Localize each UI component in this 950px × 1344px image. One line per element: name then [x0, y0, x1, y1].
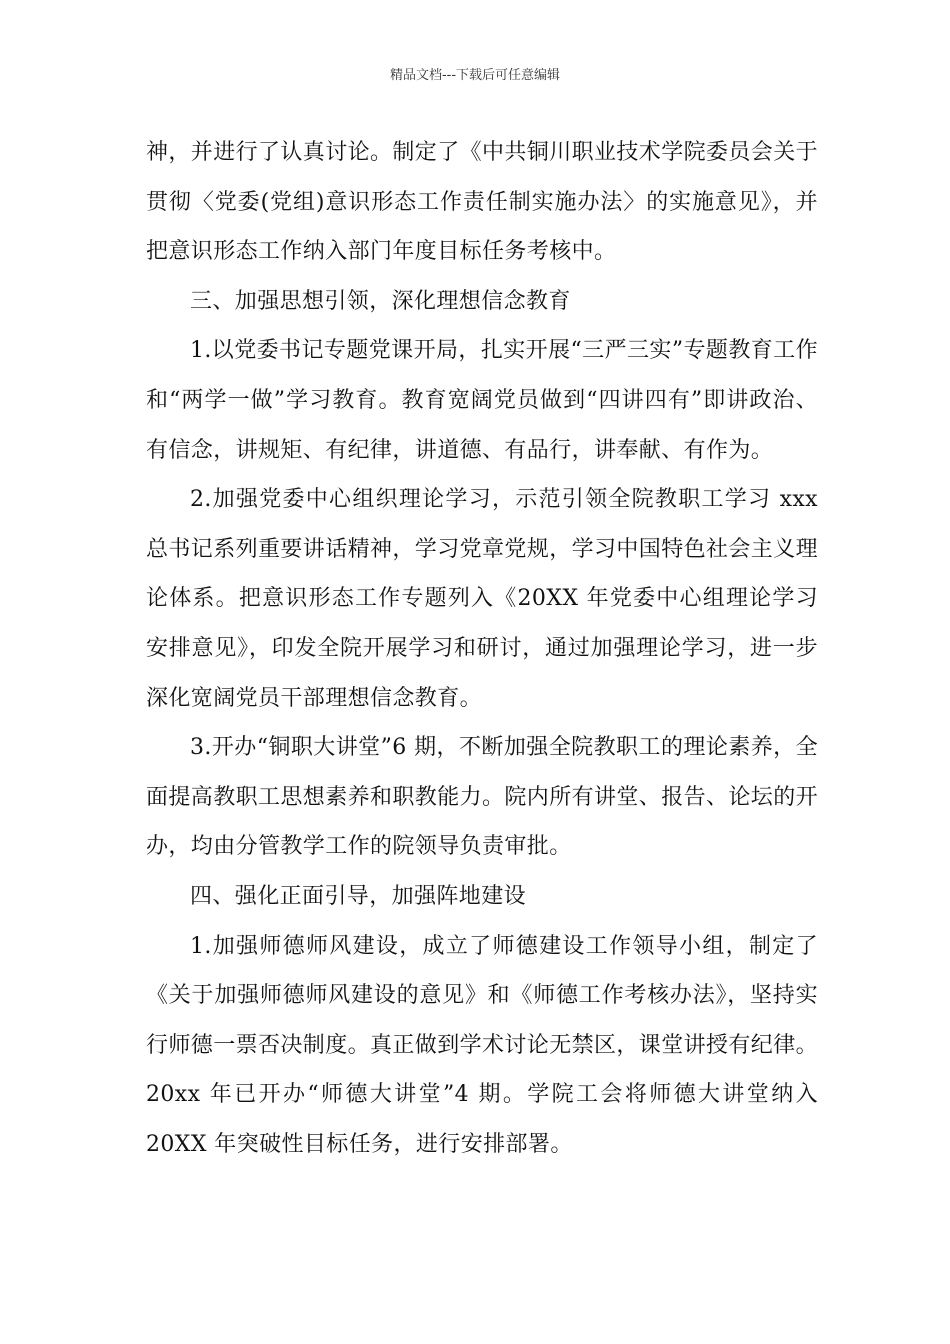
- page-header: 精品文档---下载后可任意编辑: [389, 68, 561, 83]
- section-heading-4: 四、强化正面引导，加强阵地建设: [190, 883, 527, 909]
- paragraph-item-2: 2.加强党委中心组织理论学习，示范引领全院教职工学习 xxx 总书记系列重要讲话精神，学习党章党规，学习中国特色社会主义理论体系。把意识形态工作专题列入《20XX 年党委中心组理论学习安排意见》，印发全院开展学习和研讨，通过加强理论学习，进一步深化宽阔党员干部理想信念教育。: [146, 487, 819, 711]
- paragraph-item-4-1: 1.加强师德师风建设，成立了师德建设工作领导小组，制定了《关于加强师德师风建设的意见》和《师德工作考核办法》，坚持实行师德一票否决制度。真正做到学术讨论无禁区，课堂讲授有纪律。20xx 年已开办“师德大讲堂”4 期。学院工会将师德大讲堂纳入 20XX 年突破性目标任务，进行安排部署。: [146, 933, 819, 1157]
- document-body: [146, 128, 818, 1169]
- paragraph-item-3: 3.开办“铜职大讲堂”6 期，不断加强全院教职工的理论素养，全面提高教职工思想素养和职教能力。院内所有讲堂、报告、论坛的开办，均由分管教学工作的院领导负责审批。: [146, 735, 819, 860]
- section-heading-3: 三、加强思想引领，深化理想信念教育: [190, 288, 571, 314]
- paragraph-item-1: 1.以党委书记专题党课开局，扎实开展“三严三实”专题教育工作和“两学一做”学习教育。教育宽阔党员做到“四讲四有”即讲政治、有信念，讲规矩、有纪律，讲道德、有品行，讲奉献、有作为。: [146, 338, 818, 463]
- paragraph-continuation: 神，并进行了认真讨论。制定了《中共铜川职业技术学院委员会关于贯彻〈党委(党组)意识形态工作责任制实施办法〉的实施意见》，并把意识形态工作纳入部门年度目标任务考核中。: [146, 140, 819, 265]
